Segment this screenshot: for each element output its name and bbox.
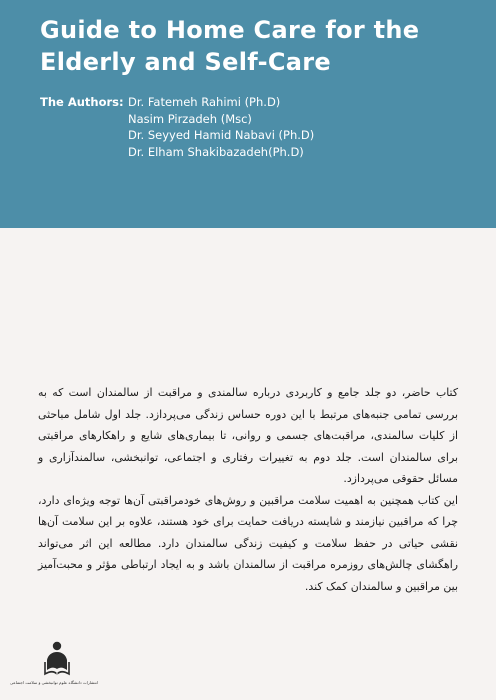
author-name: Nasim Pirzadeh (Msc) [128, 111, 252, 126]
description-paragraph: این کتاب همچنین به اهمیت سلامت مراقبین و روش‌های خودمراقبتی آن‌ها توجه ویژه‌ای دارد، چرا که مراقبین نیازمند و شایسته دریافت حمایت برای خود هستند، علاوه بر این سلامت آن‌ها نقشی حیاتی در حفظ سلامت و کیفیت زندگی سالمندان دارد. مطالعه این اثر می‌تواند راهگشای چالش‌های روزمره مراقبت از سالمندان باشد و به ایجاد ارتباطی مؤثر و محبت‌آمیز بین مراقبین و سالمندان کمک کند. [38, 493, 458, 593]
author-name: Dr. Elham Shakibazadeh(Ph.D) [128, 144, 304, 159]
book-title-line-1: Guide to Home Care for the [40, 16, 420, 44]
publisher-logo-icon [42, 640, 72, 678]
book-title-line-2: Elderly and Self-Care [40, 48, 331, 76]
publisher-name: انتشارات دانشگاه علوم توانبخشی و سلامت اجتماعی [10, 680, 98, 685]
book-description [38, 382, 458, 597]
author-name: Dr. Seyyed Hamid Nabavi (Ph.D) [128, 128, 315, 142]
book-title [40, 14, 480, 78]
author-name: Dr. Fatemeh Rahimi (Ph.D) [128, 95, 281, 109]
authors-list [128, 94, 314, 160]
authors-label: The Authors: [40, 95, 124, 109]
publisher-block [4, 640, 104, 698]
description-paragraph: کتاب حاضر، دو جلد جامع و کاربردی درباره سالمندی و مراقبت از سالمندان است که به بررسی تمامی جنبه‌های مرتبط با این دوره حساس زندگی می‌پردازد. جلد اول شامل مباحثی از کلیات سالمندی، مراقبت‌های جسمی و روانی، تا بیماری‌های شایع و راهکارهای مراقبتی برای سالمندان است. جلد دوم به تغییرات رفتاری و اجتماعی، توانبخشی، سالمندآزاری و مسائل حقوقی می‌پردازد. [38, 386, 458, 485]
